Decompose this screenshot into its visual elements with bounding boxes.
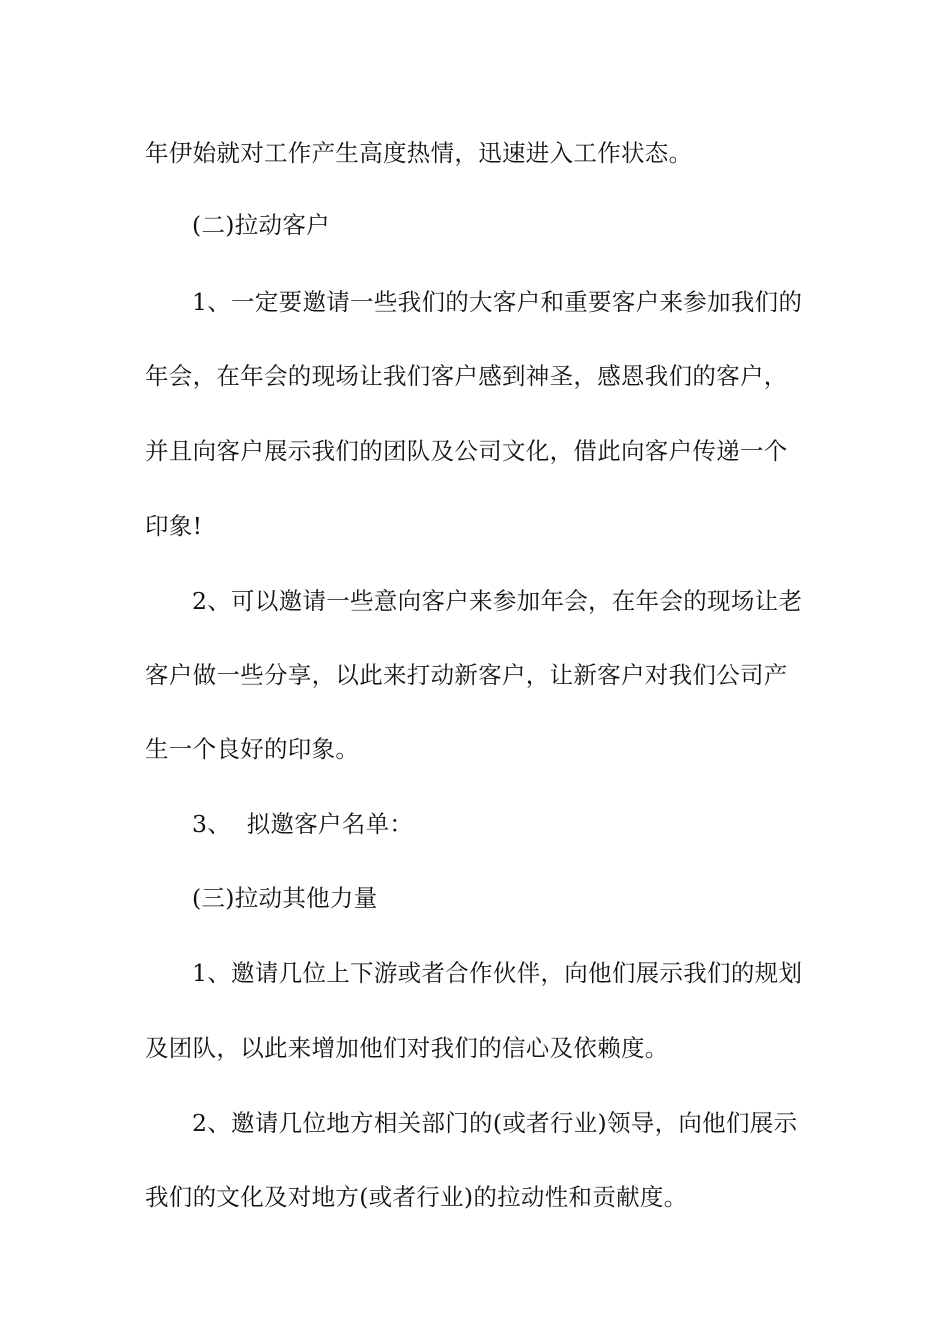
section-heading: (二)拉动客户 bbox=[192, 211, 330, 239]
paragraph-line: 客户做一些分享，以此来打动新客户，让新客户对我们公司产 bbox=[145, 661, 788, 689]
paragraph-line: 2、邀请几位地方相关部门的(或者行业)领导，向他们展示 bbox=[192, 1109, 798, 1137]
paragraph-line: 3、 拟邀客户名单： bbox=[192, 810, 414, 838]
paragraph-line: 及团队，以此来增加他们对我们的信心及依赖度。 bbox=[145, 1034, 669, 1062]
paragraph-line: 我们的文化及对地方(或者行业)的拉动性和贡献度。 bbox=[145, 1183, 688, 1211]
paragraph-line: 1、一定要邀请一些我们的大客户和重要客户来参加我们的 bbox=[192, 288, 803, 316]
paragraph-line: 印象! bbox=[145, 512, 203, 540]
paragraph-line: 生一个良好的印象。 bbox=[145, 735, 360, 763]
paragraph-line: 并且向客户展示我们的团队及公司文化，借此向客户传递一个 bbox=[145, 437, 788, 465]
paragraph-line: 年伊始就对工作产生高度热情，迅速进入工作状态。 bbox=[145, 139, 693, 167]
section-heading: (三)拉动其他力量 bbox=[192, 884, 378, 912]
paragraph-line: 2、可以邀请一些意向客户来参加年会，在年会的现场让老 bbox=[192, 587, 803, 615]
paragraph-line: 年会，在年会的现场让我们客户感到神圣，感恩我们的客户， bbox=[145, 362, 788, 390]
paragraph-line: 1、邀请几位上下游或者合作伙伴，向他们展示我们的规划 bbox=[192, 959, 803, 987]
